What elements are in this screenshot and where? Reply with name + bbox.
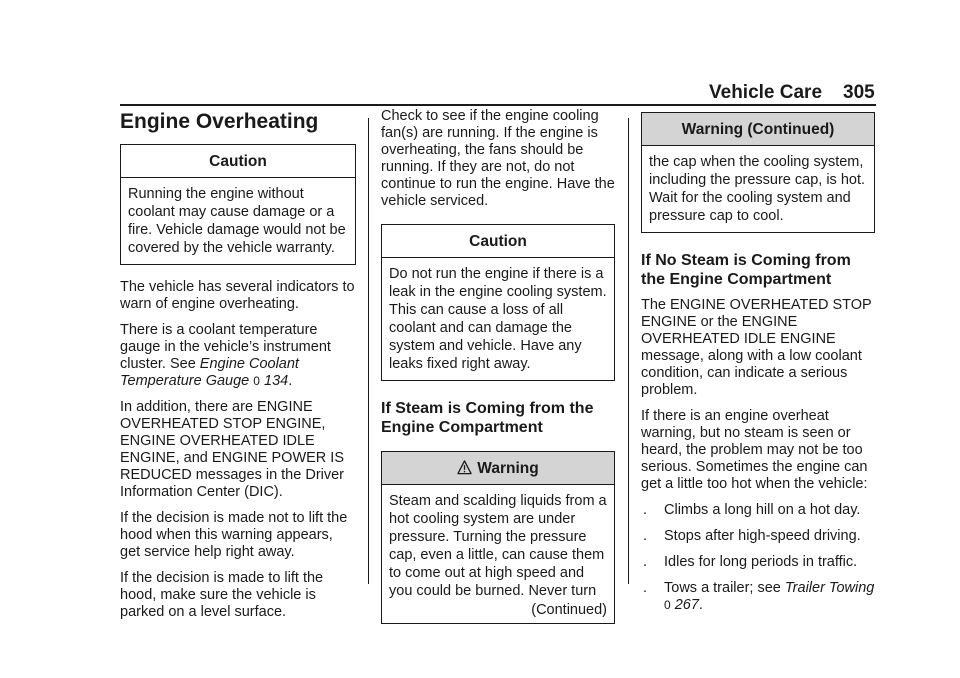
column-divider-2 <box>628 118 629 584</box>
caution-body: Do not run the engine if there is a leak in the engine cooling system. This can cause a loss of all coolant and can damage the system and vehicle. Have any leaks fixed right away. <box>389 266 607 372</box>
paragraph-with-reference: There is a coolant temperature gauge in the vehicle’s instrument cluster. See Engine Coolant Temperature Gauge 0 134. <box>120 322 331 389</box>
reference-page[interactable]: 134 <box>264 373 289 389</box>
list-item: . Tows a trailer; see Trailer Towing 0 267. <box>643 580 875 613</box>
column-1 <box>120 110 356 630</box>
page-arrow-icon: 0 <box>253 374 260 388</box>
warning-continued-title: Warning (Continued) <box>642 113 874 146</box>
paragraph: Check to see if the engine cooling fan(s) are running. If the engine is overheating, the fans should be running. If they are not, do not continue to run the engine. Have the vehicle serviced. <box>381 108 615 209</box>
paragraph: If the decision is made to lift the hood, make sure the vehicle is parked on a level surface. <box>120 570 324 620</box>
warning-continued-body: the cap when the cooling system, including the pressure cap, is hot. Wait for the cooling system and pressure cap to cool. <box>649 154 866 224</box>
caution-box <box>120 144 356 265</box>
warning-title-bar <box>382 452 614 485</box>
bullet-icon: . <box>643 502 648 518</box>
page-arrow-icon: 0 <box>664 598 671 612</box>
main-heading: Engine Overheating <box>120 110 319 133</box>
subheading: If Steam is Coming from the Engine Compartment <box>381 400 594 436</box>
section-title: Vehicle Care <box>709 82 823 103</box>
bullet-icon: . <box>643 554 648 570</box>
header-rule <box>120 104 876 106</box>
bullet-icon: . <box>643 580 648 596</box>
caution-body: Running the engine without coolant may cause damage or a fire. Vehicle damage would not be covered by the vehicle warranty. <box>128 186 346 256</box>
column-divider-1 <box>368 118 369 584</box>
warning-box <box>381 451 615 624</box>
list-item: . Climbs a long hill on a hot day. <box>643 502 861 518</box>
warning-title: Warning <box>477 460 539 477</box>
warning-triangle-icon <box>457 460 472 475</box>
subheading: If No Steam is Coming from the Engine Compartment <box>641 252 851 288</box>
bullet-list <box>641 502 875 614</box>
column-3 <box>641 112 875 623</box>
column-2 <box>381 108 615 638</box>
reference-page[interactable]: 267 <box>674 597 699 613</box>
list-item: . Stops after high-speed driving. <box>643 528 861 544</box>
caution-title: Caution <box>382 225 614 258</box>
paragraph: If there is an engine overheat warning, but no steam is seen or heard, the problem may not be too serious. Sometimes the engine can get a little too hot when the vehicle: <box>641 408 868 492</box>
paragraph: The ENGINE OVERHEATED STOP ENGINE or the ENGINE OVERHEATED IDLE ENGINE message, along with a low coolant condition, can indicate a serious problem. <box>641 297 872 398</box>
warning-body: Steam and scalding liquids from a hot cooling system are under pressure. Turning the pressure cap, even a little, can cause them to come out at high speed and you could be burned. Never turn <box>389 493 607 599</box>
caution-box <box>381 224 615 381</box>
page-number: 305 <box>843 82 875 103</box>
paragraph: In addition, there are ENGINE OVERHEATED STOP ENGINE, ENGINE OVERHEATED IDLE ENGINE, and ENGINE POWER IS REDUCED messages in the Driver Information Center (DIC). <box>120 399 345 500</box>
continued-label: (Continued) <box>531 602 607 618</box>
warning-continued-box <box>641 112 875 233</box>
caution-title: Caution <box>121 145 355 178</box>
list-item: . Idles for long periods in traffic. <box>643 554 858 570</box>
paragraph: If the decision is made not to lift the hood when this warning appears, get service help right away. <box>120 510 348 560</box>
cross-reference-link[interactable]: Trailer Towing <box>784 580 875 596</box>
cross-reference-link[interactable]: Engine Coolant Temperature Gauge <box>120 356 299 389</box>
bullet-icon: . <box>643 528 648 544</box>
paragraph: The vehicle has several indicators to warn of engine overheating. <box>120 279 355 312</box>
